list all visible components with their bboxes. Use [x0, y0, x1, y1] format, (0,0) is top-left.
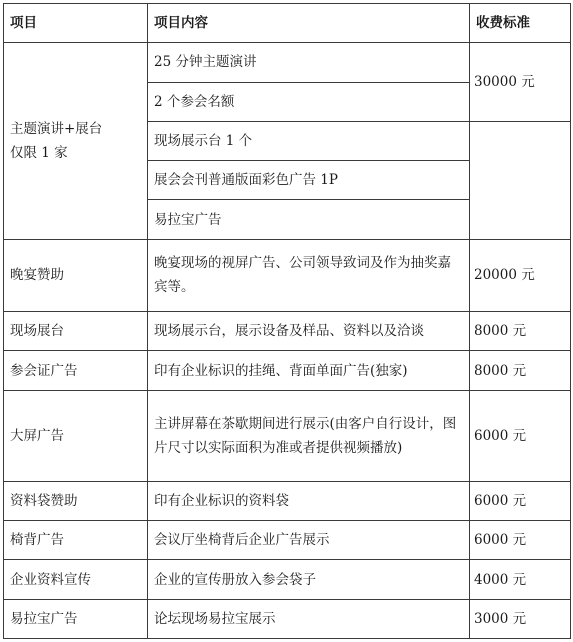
row-fee: 8000 元 [470, 312, 571, 351]
row-content: 论坛现场易拉宝展示 [148, 599, 470, 638]
row-item: 参会证广告 [4, 351, 148, 390]
keynote-content-5: 易拉宝广告 [148, 200, 470, 239]
row-content: 现场展示台，展示设备及样品、资料以及洽谈 [148, 312, 470, 351]
table-row [4, 481, 571, 520]
header-content: 项目内容 [148, 4, 470, 43]
keynote-content-3: 现场展示台 1 个 [148, 121, 470, 160]
row-item: 椅背广告 [4, 521, 148, 560]
row-content: 晚宴现场的视屏广告、公司领导致词及作为抽奖嘉宾等。 [148, 239, 470, 311]
table-row [4, 351, 571, 390]
row-content: 会议厅坐椅背后企业广告展示 [148, 521, 470, 560]
row-item: 现场展台 [4, 312, 148, 351]
row-item: 易拉宝广告 [4, 599, 148, 638]
row-fee: 6000 元 [470, 481, 571, 520]
keynote-content-1: 25 分钟主题演讲 [148, 43, 470, 82]
header-row [4, 4, 571, 43]
keynote-fee-empty [470, 121, 571, 239]
pricing-table [3, 3, 571, 639]
row-item: 资料袋赞助 [4, 481, 148, 520]
table-row [4, 312, 571, 351]
row-content: 印有企业标识的挂绳、背面单面广告(独家) [148, 351, 470, 390]
keynote-content-2: 2 个参会名额 [148, 82, 470, 121]
row-item: 晚宴赞助 [4, 239, 148, 311]
table-row [4, 239, 571, 311]
header-fee: 收费标准 [470, 4, 571, 43]
keynote-content-4: 展会会刊普通版面彩色广告 1P [148, 161, 470, 200]
row-item: 企业资料宣传 [4, 560, 148, 599]
keynote-fee: 30000 元 [470, 43, 571, 122]
table-row [4, 560, 571, 599]
row-fee: 6000 元 [470, 521, 571, 560]
table-row [4, 521, 571, 560]
row-item: 大屏广告 [4, 390, 148, 481]
table-row [4, 43, 571, 82]
row-fee: 3000 元 [470, 599, 571, 638]
table-row [4, 599, 571, 638]
row-content: 企业的宣传册放入参会袋子 [148, 560, 470, 599]
row-fee: 20000 元 [470, 239, 571, 311]
row-content: 主讲屏幕在茶歇期间进行展示(由客户自行设计，图片尺寸以实际面积为准或者提供视频播放) [148, 390, 470, 481]
row-fee: 4000 元 [470, 560, 571, 599]
keynote-item: 主题演讲+展台 仅限 1 家 [4, 43, 148, 239]
row-fee: 8000 元 [470, 351, 571, 390]
header-item: 项目 [4, 4, 148, 43]
row-content: 印有企业标识的资料袋 [148, 481, 470, 520]
row-fee: 6000 元 [470, 390, 571, 481]
table-row [4, 390, 571, 481]
